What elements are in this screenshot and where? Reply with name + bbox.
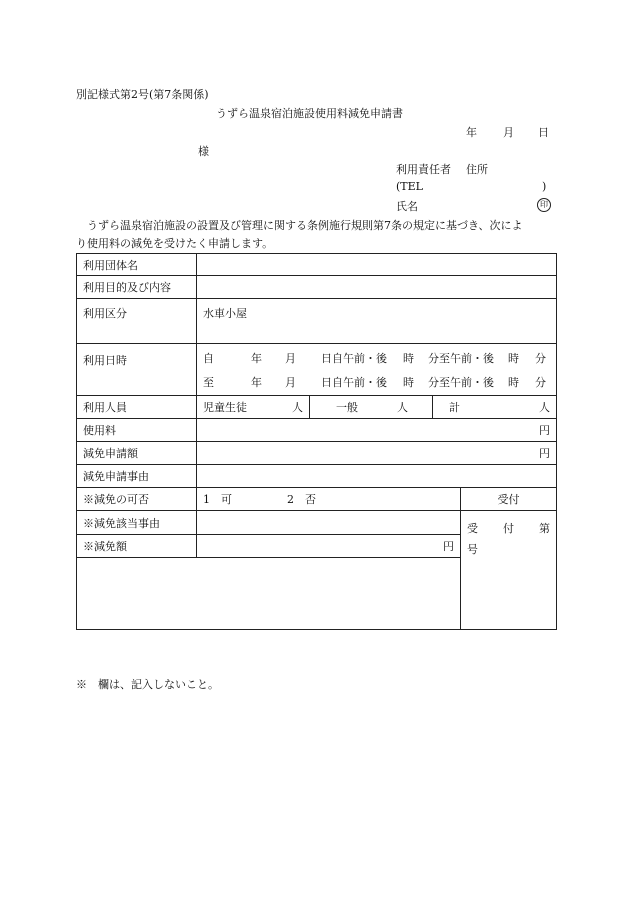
intro-line-1: うずら温泉宿泊施設の設置及び管理に関する条例施行規則第7条の規定に基づき、次によ xyxy=(87,219,523,232)
reduction-amount-label: 減免申請額 xyxy=(77,442,197,465)
row-purpose xyxy=(77,276,557,299)
general-label: 一般 xyxy=(336,401,358,414)
application-form-table xyxy=(76,253,557,630)
to-hour-2: 時 xyxy=(508,375,519,389)
row-reduction-amount xyxy=(77,442,557,465)
seal-mark: 印 xyxy=(537,198,551,212)
address-label: 住所 xyxy=(466,163,488,176)
approval-field[interactable] xyxy=(197,488,461,511)
reduction-reason-field[interactable] xyxy=(197,465,557,488)
datetime-from-line xyxy=(203,346,550,370)
datetime-field[interactable] xyxy=(197,344,557,396)
children-label: 児童生徒 xyxy=(203,401,247,414)
datetime-label: 利用日時 xyxy=(77,344,197,396)
intro-line-2: り使用料の減免を受けたく申請します。 xyxy=(76,237,274,250)
row-category xyxy=(77,299,557,344)
children-cell[interactable] xyxy=(197,396,310,419)
date-day: 日 xyxy=(538,126,549,139)
reduced-amount-field[interactable]: 円 xyxy=(197,535,461,558)
total-cell[interactable] xyxy=(433,396,557,419)
reduction-amount-field[interactable]: 円 xyxy=(197,442,557,465)
fee-field[interactable]: 円 xyxy=(197,419,557,442)
to-minute-2: 分 xyxy=(535,375,546,389)
group-name-label: 利用団体名 xyxy=(77,254,197,276)
name-label: 氏名 xyxy=(396,200,418,213)
tel-open: (TEL xyxy=(396,180,423,193)
total-unit: 人 xyxy=(539,401,550,414)
category-value[interactable]: 水車小屋 xyxy=(197,299,557,344)
to-year: 年 xyxy=(251,375,262,389)
from-month: 月 xyxy=(285,351,296,365)
reception-number: 号 xyxy=(467,543,478,556)
addressee-suffix: 様 xyxy=(198,145,209,158)
eligible-reason-field[interactable] xyxy=(197,511,461,535)
row-group-name xyxy=(77,254,557,276)
to-day-ampm: 日自午前・後 xyxy=(321,375,387,389)
reduction-reason-label: 減免申請事由 xyxy=(77,465,197,488)
approval-no: 2 否 xyxy=(287,493,316,506)
from-hour: 時 xyxy=(403,351,414,365)
seal-icon xyxy=(537,197,551,212)
from-prefix: 自 xyxy=(203,351,214,365)
purpose-label: 利用目的及び内容 xyxy=(77,276,197,299)
to-hour: 時 xyxy=(403,375,414,389)
reception-char-a: 受 xyxy=(467,522,478,535)
general-unit: 人 xyxy=(397,401,408,414)
total-label: 計 xyxy=(449,401,460,414)
row-reduction-reason xyxy=(77,465,557,488)
people-label: 利用人員 xyxy=(77,396,197,419)
category-label: 利用区分 xyxy=(77,299,197,344)
from-year: 年 xyxy=(251,351,262,365)
to-min-ampm: 分至午前・後 xyxy=(428,375,494,389)
fee-label: 使用料 xyxy=(77,419,197,442)
to-prefix: 至 xyxy=(203,375,214,389)
to-hour-1: 時 xyxy=(508,351,519,365)
row-fee xyxy=(77,419,557,442)
children-unit: 人 xyxy=(292,401,303,414)
to-minute-1: 分 xyxy=(535,351,546,365)
eligible-reason-label: ※減免該当事由 xyxy=(77,511,197,535)
applicant-label: 利用責任者 xyxy=(396,163,451,176)
from-day-ampm: 日自午前・後 xyxy=(321,351,387,365)
form-number: 別記様式第2号(第7条関係) xyxy=(76,88,209,101)
row-approval xyxy=(77,488,557,511)
date-month: 月 xyxy=(503,126,514,139)
row-datetime xyxy=(77,344,557,396)
form-title: うずら温泉宿泊施設使用料減免申請書 xyxy=(216,107,403,120)
reception-char-c: 第 xyxy=(539,522,550,535)
general-cell[interactable] xyxy=(310,396,433,419)
reduced-amount-label: ※減免額 xyxy=(77,535,197,558)
tel-close: ) xyxy=(542,180,547,193)
reception-line-1 xyxy=(467,517,550,539)
blank-area[interactable] xyxy=(77,558,461,630)
row-eligible-reason xyxy=(77,511,557,535)
from-min-ampm: 分至午前・後 xyxy=(428,351,494,365)
date-year: 年 xyxy=(466,126,477,139)
approval-label: ※減免の可否 xyxy=(77,488,197,511)
reception-char-b: 付 xyxy=(503,522,514,535)
reception-label: 受付 xyxy=(461,488,557,511)
group-name-field[interactable] xyxy=(197,254,557,276)
footnote: ※ 欄は、記入しないこと。 xyxy=(76,678,219,691)
to-month: 月 xyxy=(285,375,296,389)
purpose-field[interactable] xyxy=(197,276,557,299)
datetime-to-line xyxy=(203,370,550,394)
row-people xyxy=(77,396,557,419)
approval-yes: 1 可 xyxy=(203,493,232,506)
reception-box[interactable] xyxy=(461,511,557,630)
